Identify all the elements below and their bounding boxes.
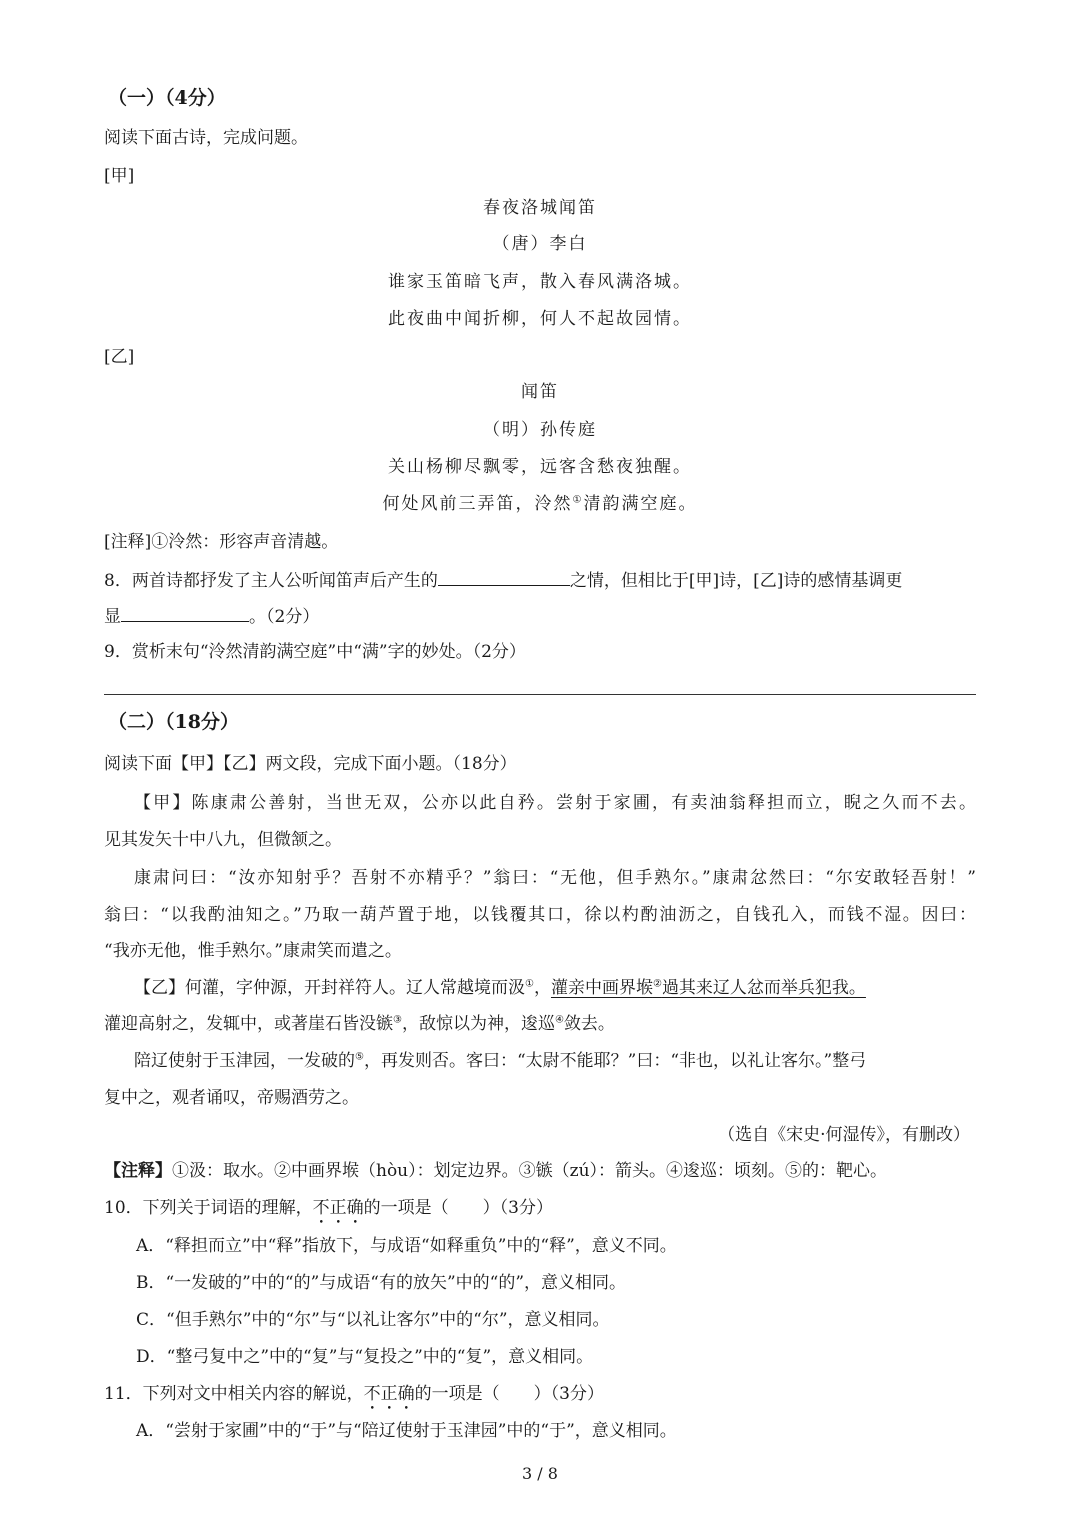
passage-a-p1-line-1: 【甲】陈康肃公善射，当世无双，公亦以此自矜。尝射于家圃，有卖油翁释担而立，睨之久而不去。 <box>134 793 976 813</box>
poem-a-line-2: 此夜曲中闻折柳，何人不起故园情。 <box>388 309 692 329</box>
poem-b-author: （明）孙传庭 <box>483 420 597 440</box>
passage-b-text-f: ，再发则否。客曰：“太尉不能耶？”曰：“非也，以礼让客尔。”整弓 <box>363 1051 867 1071</box>
question-8-text-b: 之情，但相比于[甲]诗，[乙]诗的感情基调更 <box>569 571 903 591</box>
emphasis-text: 不正确 <box>363 1384 415 1404</box>
answer-blank-1[interactable] <box>438 567 570 586</box>
poem-b-line-1: 关山杨柳尽飘零，远客含愁夜独醒。 <box>388 457 692 477</box>
question-10-text-b: 的一项是（ ）（3分） <box>363 1198 553 1218</box>
passage-a-p1-line-2: 见其发矢十中八九，但微颔之。 <box>104 830 342 850</box>
section-1-instruction: 阅读下面古诗，完成问题。 <box>104 128 308 148</box>
passage-notes <box>104 1159 887 1183</box>
question-10-option-c[interactable]: C．“但手熟尔”中的“尔”与“以礼让客尔”中的“尔”，意义相同。 <box>136 1310 610 1330</box>
passage-b-text-e: 陪辽使射于玉津园，一发破的 <box>134 1051 355 1071</box>
poem-b-line-2 <box>0 492 1080 516</box>
footnote-marker: ① <box>525 978 534 990</box>
question-10 <box>104 1196 553 1228</box>
passage-b-p4-line-1 <box>134 1049 866 1073</box>
footnote-marker: ④ <box>554 1014 564 1026</box>
poem-b-line-2-part-a: 何处风前三弄笛，泠然 <box>382 494 573 514</box>
passage-b-text-b: 灌迎高射之，发辄中，或著崖石皆没镞 <box>104 1014 393 1034</box>
passage-b-comma: ， <box>533 978 551 998</box>
question-11 <box>104 1382 604 1414</box>
passage-a-p2-line-1: 康肃问曰：“汝亦知射乎？吾射不亦精乎？”翁曰：“无他，但手熟尔。”康肃忿然曰：“尔安敢轻吾射！” <box>134 868 976 888</box>
question-8-line-2 <box>104 603 319 629</box>
poem-a-tag: [甲] <box>104 166 135 186</box>
section-2-title: （二）（18分） <box>108 711 239 733</box>
poem-b-title: 闻笛 <box>521 382 559 402</box>
passage-a-p2-line-2: 翁曰：“以我酌油知之。”乃取一葫芦置于地，以钱覆其口，徐以杓酌油沥之，自钱孔入，而钱不湿。因曰： <box>104 905 976 925</box>
source-citation: （选自《宋史·何湿传》，有删改） <box>718 1125 970 1145</box>
underlined-sentence <box>551 978 866 998</box>
footnote-marker: ① <box>572 494 584 506</box>
notes-label: 【注释】 <box>104 1161 172 1181</box>
passage-b-text-a: 【乙】何灌，字仲源，开封祥符人。辽人常越境而汲 <box>134 978 525 998</box>
question-10-option-d[interactable]: D．“整弓复中之”中的“复”与“复投之”中的“复”，意义相同。 <box>136 1347 594 1367</box>
passage-b-text-d: 敛去。 <box>563 1014 615 1034</box>
page-number: 3 / 8 <box>522 1464 558 1483</box>
question-11-text-a: 11．下列对文中相关内容的解说， <box>104 1384 364 1404</box>
poem-b-line-2-part-b: 清韵满空庭。 <box>583 494 698 514</box>
underlined-text-b: 過其来辽人忿而举兵犯我。 <box>661 978 866 998</box>
footnote-marker: ③ <box>393 1014 402 1026</box>
question-8-text-d: 。（2分） <box>249 607 320 627</box>
underlined-text-a: 灌亲中画界堠 <box>550 978 653 998</box>
poem-a-author: （唐）李白 <box>492 234 588 254</box>
poem-a-title: 春夜洛城闻笛 <box>483 198 597 218</box>
passage-b-p3-line-1 <box>134 976 866 1000</box>
question-10-option-b[interactable]: B．“一发破的”中的“的”与成语“有的放矢”中的“的”，意义相同。 <box>136 1273 627 1293</box>
answer-blank-2[interactable] <box>121 603 249 622</box>
question-8-text-a: 8．两首诗都抒发了主人公听闻笛声后产生的 <box>104 571 438 591</box>
question-9: 9．赏析末句“泠然清韵满空庭”中“满”字的妙处。（2分） <box>104 642 526 662</box>
poem-a-line-1: 谁家玉笛暗飞声，散入春风满洛城。 <box>388 272 692 292</box>
emphasis-text: 不正确 <box>312 1198 364 1218</box>
question-11-text-b: 的一项是（ ）（3分） <box>414 1384 604 1404</box>
question-10-text-a: 10．下列关于词语的理解， <box>104 1198 313 1218</box>
passage-b-p4-line-2: 复中之，观者诵叹，帝赐酒劳之。 <box>104 1088 359 1108</box>
question-8-text-c: 显 <box>104 607 121 627</box>
footnote-marker: ⑤ <box>355 1051 364 1063</box>
poem-note: [注释]①泠然：形容声音清越。 <box>104 532 339 552</box>
question-11-option-a[interactable]: A．“尝射于家圃”中的“于”与“陪辽使射于玉津园”中的“于”，意义相同。 <box>136 1421 677 1441</box>
poem-b-tag: [乙] <box>104 347 135 367</box>
section-divider <box>104 694 976 695</box>
question-8-line-1 <box>104 567 902 593</box>
passage-b-text-c: ，敌惊以为神，逡巡 <box>401 1014 555 1034</box>
question-10-option-a[interactable]: A．“释担而立”中“释”指放下，与成语“如释重负”中的“释”，意义不同。 <box>136 1236 677 1256</box>
passage-b-p3-line-2 <box>104 1012 615 1036</box>
footnote-marker: ② <box>652 978 662 990</box>
section-1-title: （一）（4分） <box>108 87 226 109</box>
section-2-instruction: 阅读下面【甲】【乙】两文段，完成下面小题。（18分） <box>104 754 517 774</box>
notes-text: ①汲：取水。②中画界堠（hòu）：划定边界。③镞（zú）：箭头。④逡巡：顷刻。⑤的：靶心。 <box>172 1161 888 1181</box>
passage-a-p2-line-3: “我亦无他，惟手熟尔。”康肃笑而遣之。 <box>104 941 402 961</box>
